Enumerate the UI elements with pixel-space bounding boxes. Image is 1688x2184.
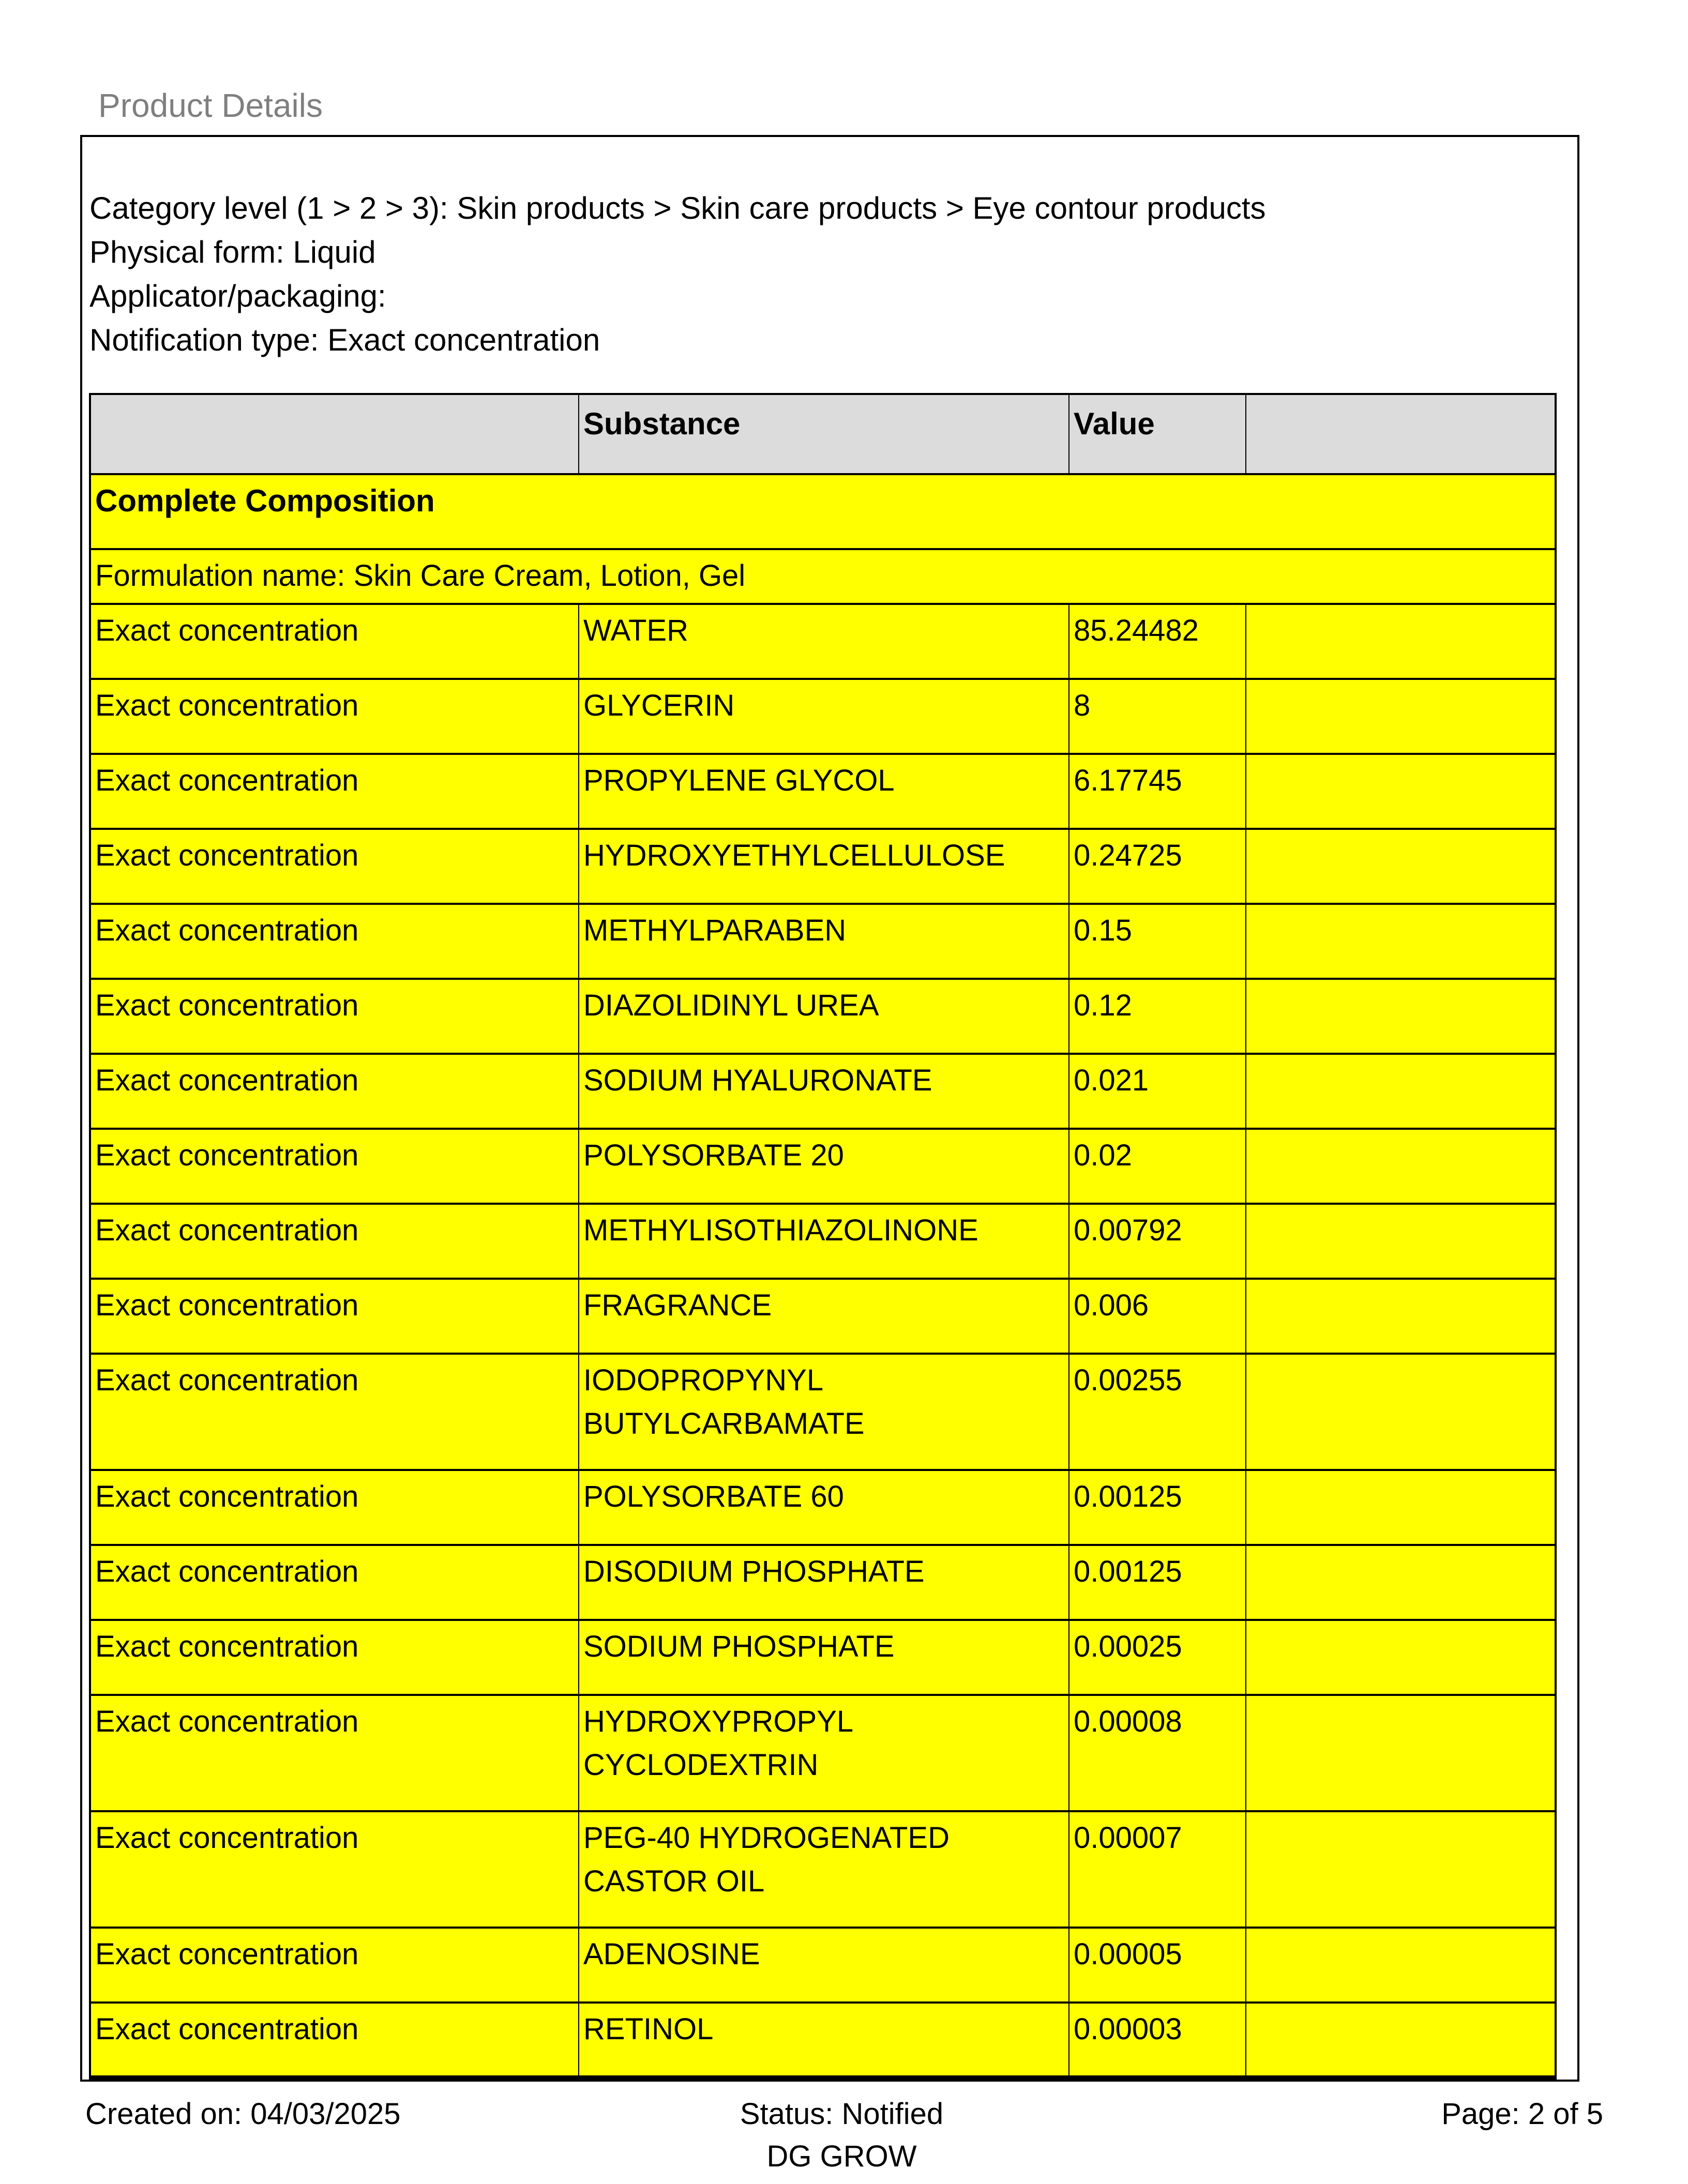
composition-row: [90, 2003, 1556, 2077]
column-header-type: [90, 394, 579, 474]
composition-row: [90, 1054, 1556, 1129]
cell-empty: [1246, 1928, 1556, 2003]
cell-value: 0.02: [1069, 1129, 1246, 1204]
cell-notification-type: Exact concentration: [90, 679, 579, 754]
composition-row: [90, 1695, 1556, 1811]
cell-empty: [1246, 604, 1556, 679]
composition-row: [90, 679, 1556, 754]
cell-substance: METHYLPARABEN: [579, 904, 1069, 979]
composition-row: [90, 979, 1556, 1054]
cell-substance: RETINOL: [579, 2003, 1069, 2077]
meta-line-category: Category level (1 > 2 > 3): Skin products > Skin care products > Eye contour products: [89, 191, 1266, 225]
cell-notification-type: Exact concentration: [90, 1279, 579, 1354]
cell-value: 0.00792: [1069, 1204, 1246, 1279]
section-title-row: [90, 474, 1556, 549]
cell-value: 0.021: [1069, 1054, 1246, 1129]
cell-empty: [1246, 1470, 1556, 1545]
meta-line-applicator-packaging: Applicator/packaging:: [89, 279, 386, 313]
product-meta: [82, 137, 1577, 393]
cell-value: 0.00007: [1069, 1811, 1246, 1928]
cell-notification-type: Exact concentration: [90, 1054, 579, 1129]
cell-empty: [1246, 1204, 1556, 1279]
cell-empty: [1246, 1545, 1556, 1620]
cell-notification-type: Exact concentration: [90, 2003, 579, 2077]
cell-value: 0.00125: [1069, 1545, 1246, 1620]
cell-empty: [1246, 1695, 1556, 1811]
column-header-value: Value: [1069, 394, 1246, 474]
footer: [80, 2097, 1603, 2174]
composition-row: [90, 1811, 1556, 1928]
composition-row: [90, 1279, 1556, 1354]
composition-row: [90, 829, 1556, 904]
cell-value: 6.17745: [1069, 754, 1246, 829]
formulation-name-row: [90, 549, 1556, 604]
cell-empty: [1246, 1129, 1556, 1204]
cell-notification-type: Exact concentration: [90, 1470, 579, 1545]
cell-empty: [1246, 979, 1556, 1054]
composition-row: [90, 1129, 1556, 1204]
cell-empty: [1246, 1279, 1556, 1354]
cell-empty: [1246, 679, 1556, 754]
cell-value: 0.00003: [1069, 2003, 1246, 2077]
footer-status: Status: Notified: [740, 2097, 944, 2131]
cell-substance: PROPYLENE GLYCOL: [579, 754, 1069, 829]
cell-empty: [1246, 1620, 1556, 1695]
cell-empty: [1246, 1354, 1556, 1470]
cell-substance: IODOPROPYNYL BUTYLCARBAMATE: [579, 1354, 1069, 1470]
cell-substance: HYDROXYPROPYL CYCLODEXTRIN: [579, 1695, 1069, 1811]
cell-notification-type: Exact concentration: [90, 904, 579, 979]
column-header-empty: [1246, 394, 1556, 474]
cell-empty: [1246, 754, 1556, 829]
cell-substance: WATER: [579, 604, 1069, 679]
page-title: Product Details: [98, 87, 323, 124]
footer-created-on: Created on: 04/03/2025: [85, 2097, 401, 2131]
composition-row: [90, 1545, 1556, 1620]
cell-notification-type: Exact concentration: [90, 1545, 579, 1620]
cell-notification-type: Exact concentration: [90, 979, 579, 1054]
cell-substance: POLYSORBATE 60: [579, 1470, 1069, 1545]
composition-row: [90, 604, 1556, 679]
cell-substance: SODIUM PHOSPHATE: [579, 1620, 1069, 1695]
cell-value: 0.24725: [1069, 829, 1246, 904]
cell-value: 85.24482: [1069, 604, 1246, 679]
cell-value: 8: [1069, 679, 1246, 754]
meta-line-physical-form: Physical form: Liquid: [89, 235, 376, 269]
cell-notification-type: Exact concentration: [90, 1928, 579, 2003]
cell-substance: DIAZOLIDINYL UREA: [579, 979, 1069, 1054]
footer-organisation: DG GROW: [766, 2140, 917, 2173]
cell-notification-type: Exact concentration: [90, 1204, 579, 1279]
table-header-row: [90, 394, 1556, 474]
cell-empty: [1246, 904, 1556, 979]
composition-row: [90, 1204, 1556, 1279]
composition-row: [90, 1928, 1556, 2003]
cell-value: 0.12: [1069, 979, 1246, 1054]
cell-notification-type: Exact concentration: [90, 1354, 579, 1470]
column-header-substance: Substance: [579, 394, 1069, 474]
cell-substance: SODIUM HYALURONATE: [579, 1054, 1069, 1129]
cell-value: 0.006: [1069, 1279, 1246, 1354]
formulation-name: Formulation name: Skin Care Cream, Lotion, Gel: [90, 549, 1556, 604]
cell-notification-type: Exact concentration: [90, 1695, 579, 1811]
cell-substance: POLYSORBATE 20: [579, 1129, 1069, 1204]
cell-substance: PEG-40 HYDROGENATED CASTOR OIL: [579, 1811, 1069, 1928]
cell-value: 0.00005: [1069, 1928, 1246, 2003]
cell-value: 0.15: [1069, 904, 1246, 979]
cell-value: 0.00255: [1069, 1354, 1246, 1470]
cell-value: 0.00025: [1069, 1620, 1246, 1695]
cell-notification-type: Exact concentration: [90, 604, 579, 679]
composition-row: [90, 1354, 1556, 1470]
cell-empty: [1246, 829, 1556, 904]
cell-empty: [1246, 2003, 1556, 2077]
cell-substance: GLYCERIN: [579, 679, 1069, 754]
composition-row: [90, 754, 1556, 829]
composition-row: [90, 904, 1556, 979]
section-title: Complete Composition: [90, 474, 1556, 549]
composition-row: [90, 1620, 1556, 1695]
cell-notification-type: Exact concentration: [90, 1129, 579, 1204]
cell-substance: FRAGRANCE: [579, 1279, 1069, 1354]
composition-row: [90, 1470, 1556, 1545]
cell-value: 0.00008: [1069, 1695, 1246, 1811]
cell-value: 0.00125: [1069, 1470, 1246, 1545]
meta-line-notification-type: Notification type: Exact concentration: [89, 323, 600, 357]
cell-notification-type: Exact concentration: [90, 754, 579, 829]
composition-table-body: [90, 474, 1556, 2077]
footer-page-number: Page: 2 of 5: [1441, 2097, 1603, 2131]
cell-substance: HYDROXYETHYLCELLULOSE: [579, 829, 1069, 904]
product-details-box: [80, 135, 1579, 2082]
cell-notification-type: Exact concentration: [90, 1620, 579, 1695]
cell-notification-type: Exact concentration: [90, 829, 579, 904]
cell-substance: DISODIUM PHOSPHATE: [579, 1545, 1069, 1620]
cell-substance: METHYLISOTHIAZOLINONE: [579, 1204, 1069, 1279]
cell-substance: ADENOSINE: [579, 1928, 1069, 2003]
cell-empty: [1246, 1811, 1556, 1928]
cell-notification-type: Exact concentration: [90, 1811, 579, 1928]
composition-table: [89, 393, 1557, 2080]
cell-empty: [1246, 1054, 1556, 1129]
